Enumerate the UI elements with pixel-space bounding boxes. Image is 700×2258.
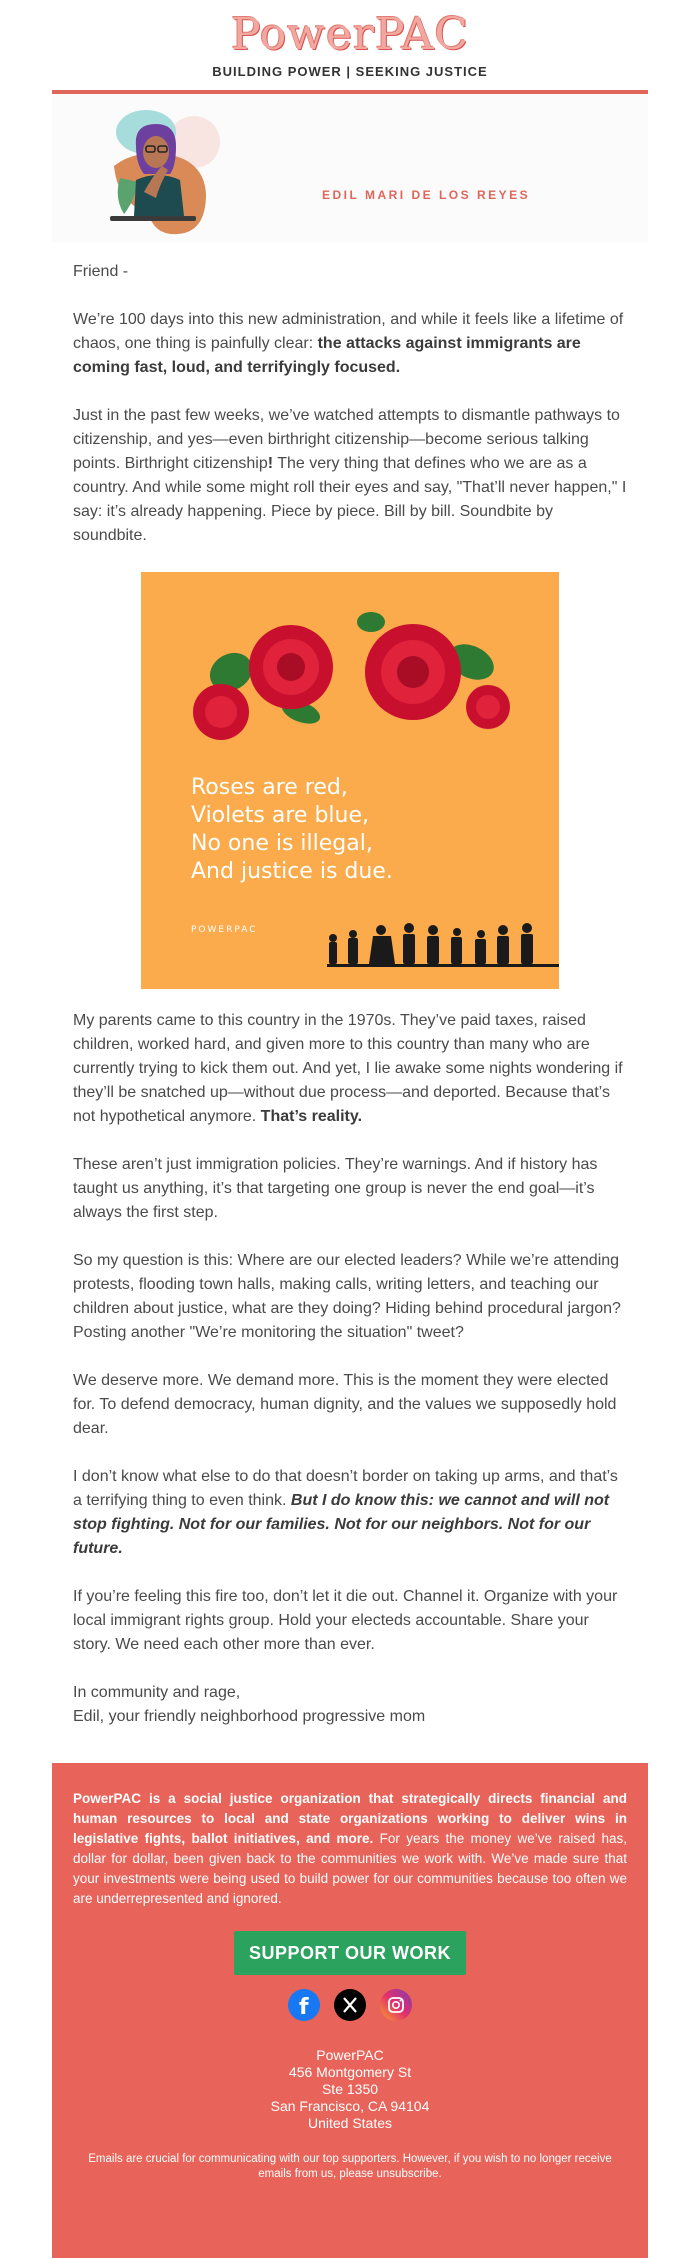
signoff-line-2: Edil, your friendly neighborhood progressive mom	[73, 1708, 426, 1725]
poster-line-2: Violets are blue,	[191, 803, 369, 828]
paragraph-2-text: Just in the past few weeks, we’ve watched attempts to dismantle pathways to citizenship, and yes—even birthright citizenship—become serious talking points. Birthright citizenship	[73, 407, 620, 472]
desk	[110, 216, 196, 221]
paragraph-4: These aren’t just immigration policies. They’re warnings. And if history has taught us anything, it’s that targeting one group is never the end goal—it’s always the first step.	[73, 1156, 598, 1221]
address-country: United States	[307, 2115, 393, 2131]
author-name: EDIL MARI DE LOS REYES	[322, 188, 531, 202]
paragraph-1-text: We’re 100 days into this new administration, and while it feels like a lifetime of chaos, one thing is painfully clear:	[73, 311, 624, 352]
facebook-icon[interactable]	[288, 1989, 320, 2021]
mailing-address	[73, 2047, 627, 2132]
address-street: 456 Montgomery St	[288, 2064, 412, 2080]
paragraph-8: If you’re feeling this fire too, don’t let it die out. Channel it. Organize with your local immigrant rights group. Hold your electeds accountable. Share your story. We need each other more than ever.	[73, 1588, 618, 1653]
paragraph-3	[73, 1009, 627, 1129]
address-org: PowerPAC	[316, 2047, 384, 2063]
paragraph-7-text: I don’t know what else to do that doesn’t border on taking up arms, and that’s a terrifying thing to even think.	[73, 1468, 618, 1509]
paragraph-6: We deserve more. We demand more. This is the moment they were elected for. To defend democracy, human dignity, and the values we supposedly hold dear.	[73, 1372, 617, 1437]
footer-intro-text: For years the money we’ve raised has, dollar for dollar, been given back to the communities we work with. We’ve made sure that your investments were being used to build power for our communities because too often we are underrepresented and ignored.	[73, 1831, 627, 1906]
instagram-icon[interactable]	[380, 1989, 412, 2021]
svg-text:f: f	[298, 1995, 309, 2020]
tagline: BUILDING POWER | SEEKING JUSTICE	[212, 64, 488, 79]
powerpac-logo[interactable]: PowerPAC	[230, 9, 470, 60]
poster-line-3: No one is illegal,	[191, 831, 373, 856]
poster-brand: POWERPAC	[191, 925, 258, 935]
paragraph-3-text: My parents came to this country in the 1970s. They’ve paid taxes, raised children, worked hard, and given more to this country than many who are currently trying to kick them out. And yet, I lie awake some nights wondering if they’ll be snatched up—without due process—and deported. Because that’s not hypothetical anymore.	[73, 1012, 623, 1125]
paragraph-7	[73, 1465, 627, 1561]
paragraph-2-text-end: The very thing that defines who we are as a country. And while some might roll their eyes and say, "That’ll never happen," I say: it’s already happening. Piece by piece. Bill by bill. Soundbite by soundbite.	[73, 455, 627, 544]
unsubscribe-notice[interactable]: Emails are crucial for communicating with our top supporters. However, if you wish to no longer receive emails from us, please unsubscribe.	[88, 2153, 612, 2180]
footer-intro	[73, 1789, 627, 1909]
x-icon[interactable]	[334, 1989, 366, 2021]
signoff	[73, 1681, 627, 1729]
address-suite: Ste 1350	[321, 2081, 379, 2097]
paragraph-3-bold: That’s reality.	[260, 1108, 363, 1125]
footer-intro-bold: PowerPAC is a social justice organization that strategically directs financial and human resources to local and state organizations working to deliver wins in legislative fights, ballot initiatives, and more.	[73, 1791, 627, 1846]
letter-body	[52, 260, 648, 1729]
support-our-work-button[interactable]: SUPPORT OUR WORK	[234, 1931, 466, 1975]
paragraph-7-bold-italic: But I do know this: we cannot and will not stop fighting. Not for our families. Not for our neighbors. Not for our future.	[73, 1492, 610, 1557]
paragraph-5: So my question is this: Where are our elected leaders? While we’re attending protests, flooding town halls, making calls, writing letters, and teaching our children about justice, what are they doing? Hiding behind procedural jargon? Posting another "We’re monitoring the situation" tweet?	[73, 1252, 621, 1341]
email-container	[52, 0, 648, 2258]
author-illustration	[74, 94, 254, 242]
paragraph-1-bold: the attacks against immigrants are coming fast, loud, and terrifyingly focused.	[73, 335, 581, 376]
social-links	[73, 1989, 627, 2021]
author-banner	[52, 94, 648, 242]
poster-line-4: And justice is due.	[191, 859, 393, 884]
address-city: San Francisco, CA 94104	[270, 2098, 430, 2114]
roses-poster-image	[141, 572, 559, 989]
paragraph-1	[73, 308, 627, 380]
footer	[52, 1763, 648, 2258]
greeting: Friend -	[73, 263, 129, 280]
paragraph-2	[73, 404, 627, 548]
signoff-line-1: In community and rage,	[73, 1684, 241, 1701]
poster-line-1: Roses are red,	[191, 775, 348, 800]
paragraph-2-exclaim: !	[267, 455, 274, 472]
header	[52, 0, 648, 82]
